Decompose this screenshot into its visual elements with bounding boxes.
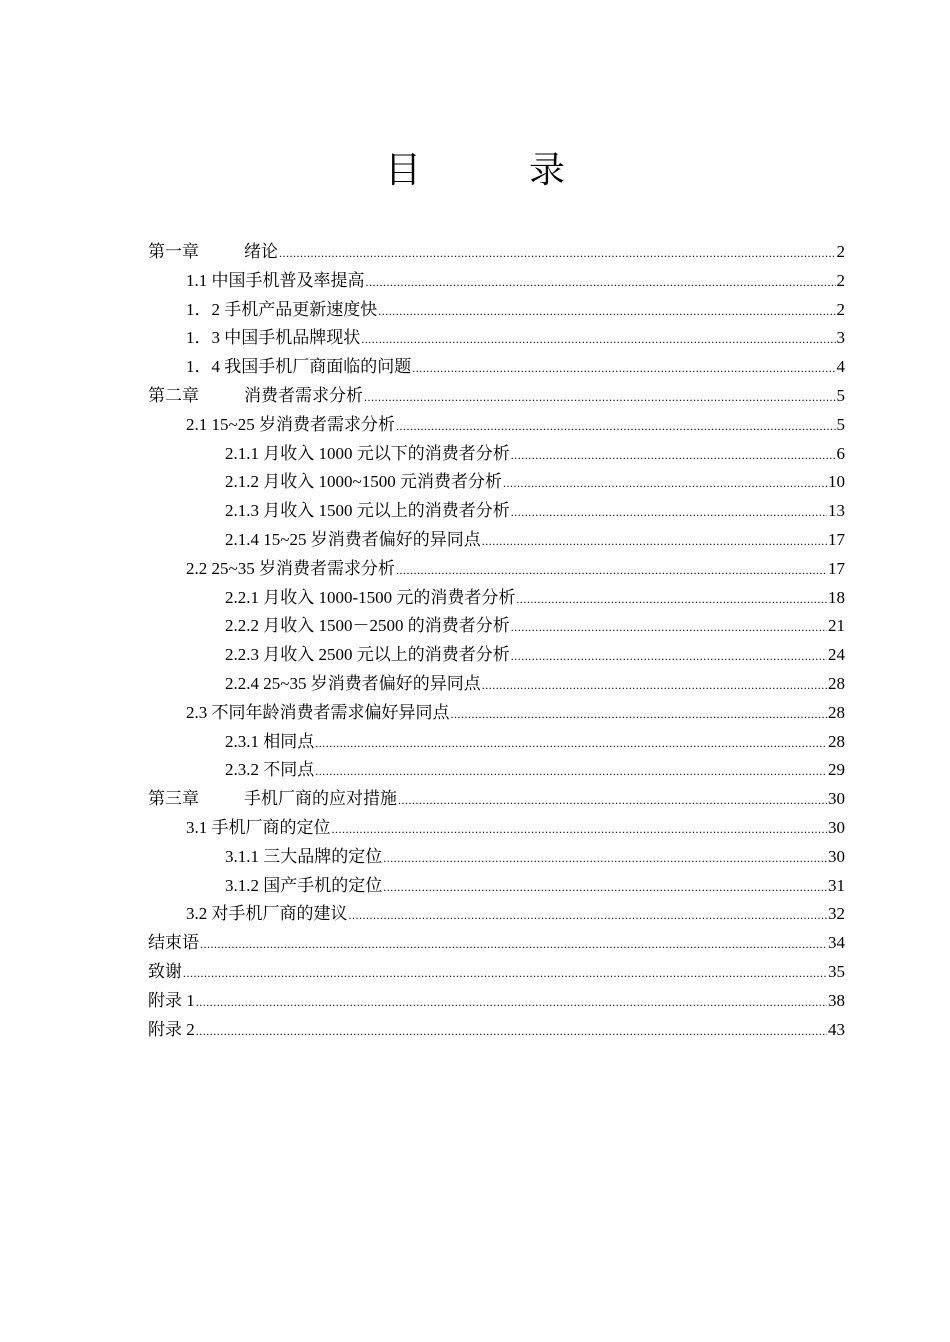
toc-page-number: 2 — [836, 270, 845, 290]
table-of-contents — [148, 238, 845, 1044]
toc-page-number: 2 — [836, 242, 845, 261]
toc-entry[interactable] — [148, 382, 845, 411]
toc-page-number: 30 — [828, 817, 845, 837]
toc-dot-leader — [398, 786, 827, 815]
toc-entry-label — [148, 929, 199, 958]
toc-entry-label — [186, 267, 365, 296]
toc-page-number: 5 — [836, 385, 845, 405]
toc-page-number: 13 — [828, 501, 845, 521]
toc-page-number: 28 — [828, 702, 845, 722]
toc-entry[interactable] — [148, 1016, 845, 1045]
toc-entry-title: 2.2.1 月收入 1000-1500 元的消费者分析 — [225, 587, 516, 607]
toc-entry-title: 1.1 中国手机普及率提高 — [186, 270, 365, 290]
toc-page-number: 5 — [836, 414, 845, 434]
toc-chapter-number: 第二章 — [148, 385, 199, 405]
toc-entry-title: 3.2 对手机厂商的建议 — [186, 904, 348, 924]
toc-dot-leader — [503, 469, 827, 498]
toc-entry-label — [186, 296, 377, 325]
toc-entry-label — [225, 670, 481, 699]
toc-entry[interactable] — [148, 612, 845, 641]
toc-page-number: 6 — [836, 443, 845, 463]
toc-page-number: 3 — [836, 328, 845, 348]
toc-entry-label — [186, 900, 348, 929]
toc-entry-title: 结束语 — [148, 933, 199, 953]
toc-entry-title: 绪论 — [244, 242, 278, 261]
toc-entry-label — [148, 238, 278, 267]
toc-entry-title: 2.3.2 不同点 — [225, 760, 315, 780]
toc-page-number: 43 — [828, 1019, 845, 1039]
toc-entry[interactable] — [148, 900, 845, 929]
toc-entry[interactable] — [148, 987, 845, 1016]
toc-page-number: 21 — [828, 616, 845, 636]
toc-entry-label — [186, 814, 331, 843]
page-title: 目 录 — [384, 150, 565, 190]
toc-page-number: 24 — [828, 645, 845, 665]
toc-entry-label — [225, 440, 510, 469]
toc-entry[interactable] — [148, 699, 845, 728]
toc-dot-leader — [315, 757, 827, 786]
toc-page-number: 29 — [828, 760, 845, 780]
toc-page-number: 31 — [828, 875, 845, 895]
toc-entry[interactable] — [148, 353, 845, 382]
toc-dot-leader — [511, 613, 827, 642]
toc-entry[interactable] — [148, 843, 845, 872]
toc-entry-title: 2.1.2 月收入 1000~1500 元消费者分析 — [225, 472, 502, 492]
toc-entry-title: 消费者需求分析 — [244, 385, 363, 405]
toc-entry-title: 2.1 15~25 岁消费者需求分析 — [186, 414, 395, 434]
toc-dot-leader — [200, 930, 827, 959]
toc-page-number: 10 — [828, 472, 845, 492]
toc-entry-label — [186, 555, 395, 584]
toc-entry-label — [148, 785, 397, 814]
toc-entry-label — [186, 324, 360, 353]
toc-chapter-number: 第一章 — [148, 242, 199, 261]
toc-page-number: 28 — [828, 673, 845, 693]
toc-entry-title: 2.2.4 25~35 岁消费者偏好的异同点 — [225, 673, 481, 693]
toc-entry[interactable] — [148, 555, 845, 584]
toc-page-number: 30 — [828, 846, 845, 866]
toc-entry[interactable] — [148, 468, 845, 497]
toc-dot-leader — [315, 729, 827, 758]
toc-entry-title: 1．4 我国手机厂商面临的问题 — [186, 357, 412, 377]
toc-entry[interactable] — [148, 958, 845, 987]
toc-entry[interactable] — [148, 756, 845, 785]
toc-entry-label — [148, 958, 182, 987]
toc-dot-leader — [196, 988, 827, 1017]
toc-entry[interactable] — [148, 411, 845, 440]
toc-entry[interactable] — [148, 670, 845, 699]
toc-page-number: 18 — [828, 587, 845, 607]
toc-entry-label — [148, 987, 195, 1016]
toc-page-number: 2 — [836, 299, 845, 319]
toc-dot-leader — [383, 844, 827, 873]
toc-page-number: 35 — [828, 961, 845, 981]
toc-dot-leader — [451, 700, 828, 729]
toc-entry[interactable] — [148, 238, 845, 267]
toc-dot-leader — [511, 498, 827, 527]
toc-entry[interactable] — [148, 526, 845, 555]
toc-dot-leader — [361, 325, 835, 354]
toc-entry[interactable] — [148, 814, 845, 843]
toc-entry[interactable] — [148, 872, 845, 901]
toc-page-number: 30 — [828, 789, 845, 809]
toc-page-number: 17 — [828, 529, 845, 549]
toc-dot-leader — [279, 239, 836, 268]
toc-entry-label — [225, 756, 314, 785]
toc-entry-label — [225, 497, 510, 526]
toc-entry-label — [225, 612, 510, 641]
toc-entry-label — [186, 353, 411, 382]
toc-page-number: 38 — [828, 990, 845, 1010]
toc-entry-title: 1．3 中国手机品牌现状 — [186, 328, 361, 348]
toc-dot-leader — [482, 527, 827, 556]
toc-dot-leader — [383, 873, 827, 902]
toc-entry[interactable] — [148, 785, 845, 814]
toc-entry-title: 2.1.1 月收入 1000 元以下的消费者分析 — [225, 443, 510, 463]
toc-entry-label — [225, 641, 510, 670]
toc-entry[interactable] — [148, 929, 845, 958]
toc-entry[interactable] — [148, 497, 845, 526]
toc-entry-title: 2.3.1 相同点 — [225, 731, 315, 751]
toc-page-number: 32 — [828, 904, 845, 924]
toc-chapter-number: 第三章 — [148, 789, 199, 809]
toc-entry[interactable] — [148, 296, 845, 325]
toc-entry-label — [148, 1016, 195, 1045]
toc-entry-label — [225, 843, 382, 872]
toc-entry-title: 2.3 不同年龄消费者需求偏好异同点 — [186, 702, 450, 722]
toc-entry-label — [225, 584, 515, 613]
toc-dot-leader — [482, 671, 827, 700]
toc-dot-leader — [332, 815, 828, 844]
toc-dot-leader — [511, 441, 836, 470]
toc-dot-leader — [396, 556, 827, 585]
toc-dot-leader — [378, 297, 835, 326]
toc-entry[interactable] — [148, 440, 845, 469]
toc-dot-leader — [516, 585, 827, 614]
toc-entry-title: 3.1.1 三大品牌的定位 — [225, 846, 383, 866]
toc-entry-title: 手机厂商的应对措施 — [244, 789, 397, 809]
toc-dot-leader — [183, 959, 827, 988]
toc-entry-label — [225, 468, 502, 497]
toc-page-number: 28 — [828, 731, 845, 751]
toc-entry[interactable] — [148, 584, 845, 613]
toc-entry-title: 2.2.3 月收入 2500 元以上的消费者分析 — [225, 645, 510, 665]
toc-page-number: 4 — [836, 357, 845, 377]
toc-dot-leader — [396, 412, 836, 441]
toc-dot-leader — [412, 354, 835, 383]
toc-entry-label — [186, 411, 395, 440]
toc-entry-label — [186, 699, 450, 728]
toc-dot-leader — [364, 383, 836, 412]
toc-entry[interactable] — [148, 267, 845, 296]
toc-entry[interactable] — [148, 641, 845, 670]
toc-entry[interactable] — [148, 324, 845, 353]
toc-entry-label — [148, 382, 363, 411]
toc-entry-title: 2.2 25~35 岁消费者需求分析 — [186, 558, 395, 578]
toc-entry-title: 2.1.3 月收入 1500 元以上的消费者分析 — [225, 501, 510, 521]
toc-entry-title: 3.1.2 国产手机的定位 — [225, 875, 383, 895]
toc-entry-title: 2.2.2 月收入 1500－2500 的消费者分析 — [225, 616, 510, 636]
toc-entry-label — [225, 872, 382, 901]
toc-entry-title: 附录 1 — [148, 990, 195, 1010]
toc-dot-leader — [511, 642, 827, 671]
toc-entry-label — [225, 728, 314, 757]
toc-entry-title: 2.1.4 15~25 岁消费者偏好的异同点 — [225, 529, 481, 549]
toc-page-number: 17 — [828, 558, 845, 578]
toc-entry[interactable] — [148, 728, 845, 757]
toc-dot-leader — [196, 1017, 827, 1046]
toc-page-number: 34 — [828, 933, 845, 953]
toc-entry-title: 致谢 — [148, 961, 182, 981]
toc-entry-title: 3.1 手机厂商的定位 — [186, 817, 331, 837]
toc-dot-leader — [366, 268, 836, 297]
toc-entry-label — [225, 526, 481, 555]
toc-entry-title: 1．2 手机产品更新速度快 — [186, 299, 378, 319]
toc-dot-leader — [349, 901, 828, 930]
toc-entry-title: 附录 2 — [148, 1019, 195, 1039]
